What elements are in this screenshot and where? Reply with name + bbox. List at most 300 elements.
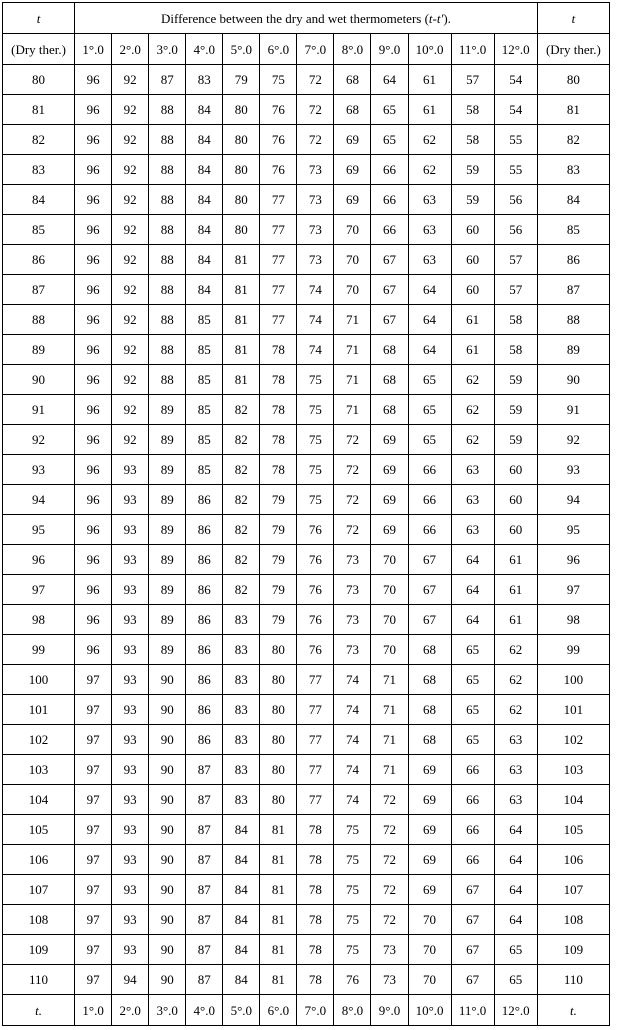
- humidity-cell: 73: [297, 185, 334, 215]
- humidity-cell: 80: [260, 725, 297, 755]
- humidity-cell: 77: [260, 215, 297, 245]
- humidity-cell: 70: [334, 245, 371, 275]
- dry-temp-cell: 88: [3, 305, 75, 335]
- humidity-cell: 83: [223, 695, 260, 725]
- table-row: [3, 275, 610, 305]
- humidity-cell: 90: [149, 755, 186, 785]
- table-row: [3, 815, 610, 845]
- humidity-cell: 77: [297, 695, 334, 725]
- humidity-cell: 60: [494, 515, 537, 545]
- humidity-cell: 71: [334, 395, 371, 425]
- dry-temp-cell: 80: [3, 65, 75, 95]
- humidity-cell: 70: [408, 965, 451, 995]
- humidity-cell: 79: [260, 545, 297, 575]
- dry-temp-cell: 105: [3, 815, 75, 845]
- column-footer-5: 5°.0: [223, 995, 260, 1026]
- column-footer-9: 9°.0: [371, 995, 408, 1026]
- humidity-cell: 80: [223, 155, 260, 185]
- humidity-cell: 78: [260, 365, 297, 395]
- dry-temp-cell-right: 81: [537, 95, 609, 125]
- humidity-cell: 93: [112, 875, 149, 905]
- humidity-cell: 62: [451, 365, 494, 395]
- humidity-cell: 67: [371, 305, 408, 335]
- humidity-cell: 86: [186, 725, 223, 755]
- humidity-cell: 74: [297, 305, 334, 335]
- humidity-cell: 73: [334, 635, 371, 665]
- humidity-cell: 86: [186, 515, 223, 545]
- humidity-cell: 77: [260, 275, 297, 305]
- humidity-cell: 67: [451, 905, 494, 935]
- humidity-cell: 72: [371, 845, 408, 875]
- dry-temp-cell-right: 80: [537, 65, 609, 95]
- humidity-cell: 81: [260, 845, 297, 875]
- humidity-cell: 54: [494, 65, 537, 95]
- humidity-cell: 84: [186, 155, 223, 185]
- table-row: [3, 845, 610, 875]
- humidity-cell: 88: [149, 365, 186, 395]
- humidity-cell: 92: [112, 215, 149, 245]
- humidity-cell: 96: [75, 155, 112, 185]
- humidity-cell: 72: [334, 485, 371, 515]
- humidity-cell: 63: [451, 485, 494, 515]
- humidity-cell: 66: [371, 185, 408, 215]
- dry-temp-cell: 103: [3, 755, 75, 785]
- humidity-cell: 76: [297, 545, 334, 575]
- humidity-cell: 61: [408, 95, 451, 125]
- humidity-cell: 87: [186, 905, 223, 935]
- humidity-cell: 96: [75, 395, 112, 425]
- humidity-cell: 75: [297, 395, 334, 425]
- humidity-cell: 97: [75, 755, 112, 785]
- humidity-cell: 93: [112, 845, 149, 875]
- humidity-cell: 66: [451, 815, 494, 845]
- humidity-cell: 55: [494, 155, 537, 185]
- humidity-cell: 96: [75, 635, 112, 665]
- humidity-cell: 74: [334, 785, 371, 815]
- humidity-cell: 84: [186, 125, 223, 155]
- humidity-cell: 65: [371, 125, 408, 155]
- humidity-cell: 64: [451, 575, 494, 605]
- humidity-cell: 82: [223, 545, 260, 575]
- humidity-cell: 82: [223, 455, 260, 485]
- column-header-3: 3°.0: [149, 34, 186, 65]
- humidity-cell: 79: [260, 605, 297, 635]
- humidity-cell: 78: [260, 455, 297, 485]
- humidity-cell: 97: [75, 785, 112, 815]
- header-row-title: [3, 3, 610, 34]
- humidity-cell: 92: [112, 335, 149, 365]
- humidity-cell: 70: [371, 605, 408, 635]
- humidity-cell: 85: [186, 335, 223, 365]
- humidity-cell: 65: [451, 695, 494, 725]
- humidity-cell: 61: [451, 305, 494, 335]
- humidity-cell: 92: [112, 65, 149, 95]
- humidity-cell: 89: [149, 485, 186, 515]
- humidity-cell: 77: [297, 725, 334, 755]
- humidity-cell: 86: [186, 545, 223, 575]
- humidity-cell: 89: [149, 635, 186, 665]
- dry-temp-cell: 92: [3, 425, 75, 455]
- column-footer-3: 3°.0: [149, 995, 186, 1026]
- humidity-cell: 70: [371, 545, 408, 575]
- dry-temp-cell-right: 109: [537, 935, 609, 965]
- humidity-cell: 84: [186, 95, 223, 125]
- humidity-cell: 71: [371, 755, 408, 785]
- title-suffix: ).: [443, 10, 451, 26]
- humidity-cell: 59: [451, 155, 494, 185]
- humidity-cell: 78: [297, 875, 334, 905]
- humidity-cell: 97: [75, 695, 112, 725]
- humidity-cell: 90: [149, 695, 186, 725]
- table-row: [3, 905, 610, 935]
- humidity-cell: 65: [451, 665, 494, 695]
- humidity-cell: 57: [451, 65, 494, 95]
- table-row: [3, 965, 610, 995]
- humidity-cell: 61: [494, 575, 537, 605]
- humidity-cell: 97: [75, 845, 112, 875]
- humidity-cell: 64: [408, 305, 451, 335]
- humidity-cell: 96: [75, 335, 112, 365]
- humidity-cell: 73: [297, 245, 334, 275]
- humidity-cell: 68: [408, 725, 451, 755]
- humidity-cell: 93: [112, 905, 149, 935]
- humidity-cell: 80: [223, 185, 260, 215]
- humidity-cell: 64: [494, 905, 537, 935]
- humidity-cell: 64: [451, 545, 494, 575]
- humidity-cell: 89: [149, 575, 186, 605]
- humidity-cell: 73: [371, 935, 408, 965]
- humidity-cell: 82: [223, 485, 260, 515]
- dry-ther-header-right: (Dry ther.): [537, 34, 609, 65]
- humidity-cell: 92: [112, 245, 149, 275]
- humidity-cell: 69: [334, 125, 371, 155]
- humidity-cell: 93: [112, 605, 149, 635]
- humidity-cell: 65: [408, 395, 451, 425]
- humidity-cell: 89: [149, 455, 186, 485]
- humidity-cell: 63: [494, 755, 537, 785]
- column-footer-7: 7°.0: [297, 995, 334, 1026]
- humidity-cell: 93: [112, 545, 149, 575]
- table-row: [3, 365, 610, 395]
- humidity-cell: 76: [297, 515, 334, 545]
- humidity-cell: 75: [334, 815, 371, 845]
- humidity-cell: 67: [408, 605, 451, 635]
- humidity-cell: 81: [223, 365, 260, 395]
- humidity-cell: 88: [149, 95, 186, 125]
- column-header-5: 5°.0: [223, 34, 260, 65]
- humidity-cell: 67: [451, 875, 494, 905]
- dry-temp-cell-right: 87: [537, 275, 609, 305]
- humidity-cell: 92: [112, 125, 149, 155]
- dry-temp-cell-right: 99: [537, 635, 609, 665]
- humidity-cell: 90: [149, 845, 186, 875]
- dry-temp-cell-right: 92: [537, 425, 609, 455]
- humidity-cell: 96: [75, 95, 112, 125]
- humidity-cell: 55: [494, 125, 537, 155]
- humidity-cell: 92: [112, 365, 149, 395]
- humidity-cell: 75: [260, 65, 297, 95]
- column-header-11: 11°.0: [451, 34, 494, 65]
- humidity-cell: 60: [494, 485, 537, 515]
- humidity-cell: 97: [75, 815, 112, 845]
- dry-temp-cell: 81: [3, 95, 75, 125]
- humidity-cell: 74: [297, 275, 334, 305]
- dry-temp-cell: 96: [3, 545, 75, 575]
- humidity-cell: 93: [112, 755, 149, 785]
- humidity-cell: 64: [494, 815, 537, 845]
- humidity-cell: 77: [297, 785, 334, 815]
- humidity-cell: 76: [260, 95, 297, 125]
- humidity-cell: 69: [371, 455, 408, 485]
- dry-temp-cell: 98: [3, 605, 75, 635]
- humidity-cell: 96: [75, 305, 112, 335]
- dry-temp-cell-right: 97: [537, 575, 609, 605]
- humidity-cell: 85: [186, 395, 223, 425]
- humidity-cell: 67: [371, 245, 408, 275]
- table-row: [3, 695, 610, 725]
- humidity-cell: 63: [494, 785, 537, 815]
- dry-temp-cell: 102: [3, 725, 75, 755]
- humidity-cell: 66: [451, 845, 494, 875]
- humidity-cell: 96: [75, 125, 112, 155]
- humidity-cell: 76: [297, 635, 334, 665]
- humidity-cell: 66: [451, 755, 494, 785]
- humidity-cell: 80: [260, 635, 297, 665]
- humidity-cell: 59: [494, 425, 537, 455]
- humidity-cell: 73: [334, 545, 371, 575]
- humidity-cell: 77: [260, 185, 297, 215]
- humidity-cell: 83: [223, 755, 260, 785]
- dry-temp-cell-right: 104: [537, 785, 609, 815]
- column-header-7: 7°.0: [297, 34, 334, 65]
- column-footer-2: 2°.0: [112, 995, 149, 1026]
- humidity-cell: 73: [334, 605, 371, 635]
- table-row: [3, 455, 610, 485]
- table-row: [3, 665, 610, 695]
- humidity-cell: 96: [75, 365, 112, 395]
- humidity-cell: 81: [223, 245, 260, 275]
- humidity-cell: 79: [260, 515, 297, 545]
- dry-temp-cell: 99: [3, 635, 75, 665]
- humidity-cell: 80: [260, 665, 297, 695]
- humidity-cell: 62: [494, 695, 537, 725]
- humidity-cell: 57: [494, 275, 537, 305]
- column-header-10: 10°.0: [408, 34, 451, 65]
- humidity-cell: 69: [408, 845, 451, 875]
- humidity-cell: 73: [297, 155, 334, 185]
- humidity-cell: 71: [371, 725, 408, 755]
- humidity-cell: 68: [334, 65, 371, 95]
- humidity-cell: 77: [297, 665, 334, 695]
- humidity-cell: 76: [297, 605, 334, 635]
- dry-temp-cell-right: 93: [537, 455, 609, 485]
- humidity-cell: 79: [260, 575, 297, 605]
- humidity-cell: 92: [112, 305, 149, 335]
- humidity-cell: 75: [297, 455, 334, 485]
- humidity-cell: 90: [149, 965, 186, 995]
- humidity-cell: 84: [186, 185, 223, 215]
- humidity-cell: 93: [112, 665, 149, 695]
- humidity-cell: 72: [297, 65, 334, 95]
- table-row: [3, 485, 610, 515]
- humidity-cell: 61: [494, 605, 537, 635]
- humidity-cell: 80: [223, 95, 260, 125]
- humidity-cell: 75: [297, 425, 334, 455]
- dry-temp-cell: 87: [3, 275, 75, 305]
- humidity-cell: 63: [494, 725, 537, 755]
- humidity-cell: 89: [149, 425, 186, 455]
- humidity-cell: 96: [75, 65, 112, 95]
- column-footer-4: 4°.0: [186, 995, 223, 1026]
- table-row: [3, 605, 610, 635]
- humidity-cell: 63: [408, 215, 451, 245]
- humidity-cell: 76: [334, 965, 371, 995]
- humidity-cell: 60: [494, 455, 537, 485]
- humidity-cell: 75: [334, 905, 371, 935]
- humidity-cell: 72: [334, 515, 371, 545]
- humidity-cell: 74: [334, 755, 371, 785]
- humidity-cell: 66: [371, 155, 408, 185]
- humidity-cell: 70: [408, 905, 451, 935]
- dry-temp-cell: 83: [3, 155, 75, 185]
- humidity-cell: 75: [334, 845, 371, 875]
- humidity-cell: 69: [334, 155, 371, 185]
- humidity-cell: 81: [260, 875, 297, 905]
- humidity-cell: 56: [494, 185, 537, 215]
- humidity-cell: 96: [75, 425, 112, 455]
- dry-temp-cell-right: 89: [537, 335, 609, 365]
- humidity-cell: 90: [149, 665, 186, 695]
- humidity-cell: 66: [408, 485, 451, 515]
- humidity-cell: 73: [371, 965, 408, 995]
- humidity-cell: 71: [371, 665, 408, 695]
- humidity-cell: 97: [75, 905, 112, 935]
- humidity-cell: 68: [371, 335, 408, 365]
- humidity-cell: 85: [186, 425, 223, 455]
- dry-temp-cell-right: 105: [537, 815, 609, 845]
- humidity-cell: 93: [112, 635, 149, 665]
- footer-row: [3, 995, 610, 1026]
- humidity-cell: 72: [297, 95, 334, 125]
- humidity-cell: 70: [408, 935, 451, 965]
- humidity-cell: 75: [334, 875, 371, 905]
- humidity-cell: 69: [408, 875, 451, 905]
- humidity-cell: 78: [297, 845, 334, 875]
- humidity-cell: 76: [260, 125, 297, 155]
- dry-temp-cell-right: 83: [537, 155, 609, 185]
- dry-temp-cell-right: 88: [537, 305, 609, 335]
- humidity-cell: 84: [223, 935, 260, 965]
- humidity-cell: 73: [334, 575, 371, 605]
- humidity-cell: 64: [408, 335, 451, 365]
- humidity-cell: 92: [112, 275, 149, 305]
- column-footer-6: 6°.0: [260, 995, 297, 1026]
- humidity-cell: 64: [494, 875, 537, 905]
- column-header-2: 2°.0: [112, 34, 149, 65]
- humidity-cell: 88: [149, 245, 186, 275]
- humidity-cell: 67: [408, 545, 451, 575]
- column-header-12: 12°.0: [494, 34, 537, 65]
- humidity-cell: 79: [260, 485, 297, 515]
- table-row: [3, 755, 610, 785]
- table-row: [3, 305, 610, 335]
- humidity-cell: 83: [223, 605, 260, 635]
- humidity-cell: 61: [408, 65, 451, 95]
- humidity-cell: 87: [186, 845, 223, 875]
- humidity-cell: 83: [223, 785, 260, 815]
- humidity-cell: 84: [223, 905, 260, 935]
- dry-temp-cell-right: 85: [537, 215, 609, 245]
- humidity-cell: 65: [371, 95, 408, 125]
- column-header-6: 6°.0: [260, 34, 297, 65]
- humidity-cell: 62: [408, 125, 451, 155]
- humidity-cell: 87: [186, 965, 223, 995]
- dry-temp-cell: 89: [3, 335, 75, 365]
- dry-temp-cell: 104: [3, 785, 75, 815]
- humidity-cell: 90: [149, 815, 186, 845]
- table-row: [3, 335, 610, 365]
- table-row: [3, 95, 610, 125]
- humidity-cell: 70: [371, 635, 408, 665]
- humidity-cell: 69: [334, 185, 371, 215]
- table-title: [75, 3, 538, 34]
- humidity-cell: 72: [297, 125, 334, 155]
- humidity-cell: 70: [334, 215, 371, 245]
- humidity-cell: 76: [297, 575, 334, 605]
- dry-temp-cell: 90: [3, 365, 75, 395]
- humidity-cell: 56: [494, 215, 537, 245]
- humidity-cell: 96: [75, 185, 112, 215]
- humidity-cell: 92: [112, 425, 149, 455]
- humidity-cell: 83: [223, 635, 260, 665]
- table-row: [3, 785, 610, 815]
- humidity-cell: 65: [408, 425, 451, 455]
- table-row: [3, 425, 610, 455]
- title-var: t-t′: [428, 10, 444, 26]
- column-header-1: 1°.0: [75, 34, 112, 65]
- table-row: [3, 215, 610, 245]
- humidity-cell: 97: [75, 725, 112, 755]
- humidity-cell: 69: [371, 485, 408, 515]
- dry-temp-cell-right: 84: [537, 185, 609, 215]
- dry-temp-cell: 84: [3, 185, 75, 215]
- humidity-cell: 58: [451, 95, 494, 125]
- humidity-cell: 90: [149, 875, 186, 905]
- humidity-cell: 87: [186, 935, 223, 965]
- humidity-cell: 64: [494, 845, 537, 875]
- humidity-cell: 71: [334, 365, 371, 395]
- humidity-cell: 96: [75, 455, 112, 485]
- humidity-cell: 84: [186, 245, 223, 275]
- humidity-cell: 78: [297, 905, 334, 935]
- humidity-cell: 66: [408, 515, 451, 545]
- humidity-cell: 89: [149, 545, 186, 575]
- humidity-cell: 89: [149, 515, 186, 545]
- humidity-cell: 65: [494, 935, 537, 965]
- humidity-cell: 84: [186, 215, 223, 245]
- humidity-cell: 59: [451, 185, 494, 215]
- table-row: [3, 545, 610, 575]
- humidity-cell: 81: [223, 275, 260, 305]
- humidity-cell: 68: [408, 695, 451, 725]
- humidity-cell: 86: [186, 695, 223, 725]
- humidity-cell: 89: [149, 605, 186, 635]
- humidity-cell: 71: [334, 305, 371, 335]
- humidity-cell: 54: [494, 95, 537, 125]
- humidity-cell: 88: [149, 155, 186, 185]
- table-row: [3, 575, 610, 605]
- humidity-cell: 63: [451, 455, 494, 485]
